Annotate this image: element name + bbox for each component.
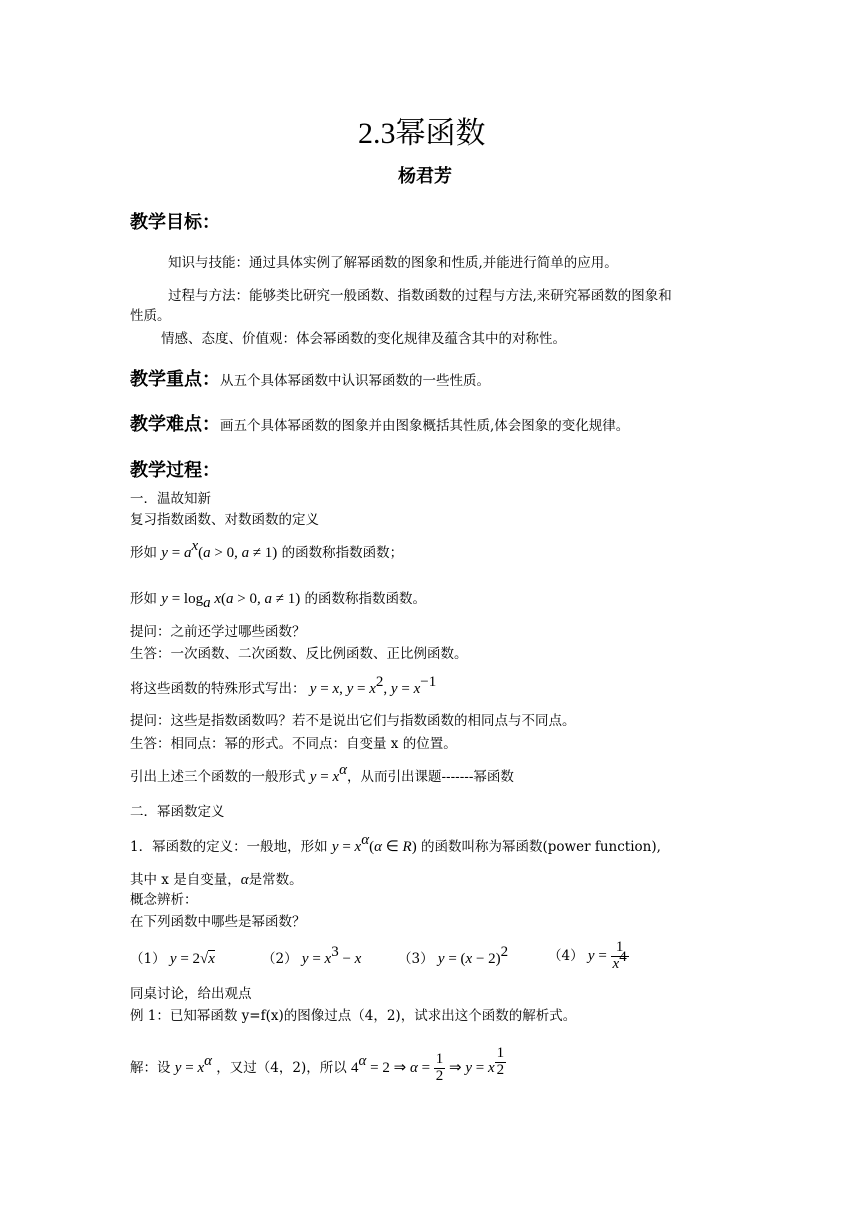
document-title: 2.3幂函数 <box>358 117 486 150</box>
lead-in: 引出上述三个函数的一般形式 $y = x^\alpha$，从而引出课题-------幂函数 <box>130 762 514 785</box>
option-4: （4） y = $\frac{1}{x^4}$ <box>548 939 627 972</box>
key-points <box>130 365 490 391</box>
question-1: 提问：之前还学过哪些函数？ <box>130 624 306 640</box>
solution: 解：设 $y = x^\alpha$ ，又过（4，2)，所以 $4^\alpha = 2$ ⇒ α = $\frac{1}{2}$ ⇒ y = x $^{\frac{1}{2}}$ <box>130 1045 505 1084</box>
option-1: （1） y = 2√x <box>130 951 215 967</box>
part2-title: 二．幂函数定义 <box>130 804 225 820</box>
exponential-formula: y <box>161 545 168 561</box>
objective-emotion: 情感、态度、价值观：体会幂函数的变化规律及蕴含其中的对称性。 <box>161 331 566 347</box>
logarithm-formula: y <box>161 591 168 607</box>
answer-2: 生答：相同点：幂的形式。不同点：自变量 x 的位置。 <box>130 736 457 752</box>
logarithm-definition: 形如 $y = \log_a x(a > 0$, a ≠ 1) 的函数称指数函数。 <box>130 591 427 611</box>
objectives-heading: 教学目标： <box>130 212 220 233</box>
example-1: 例 1：已知幂函数 y=f(x)的图像过点（4，2)，试求出这个函数的解析式。 <box>130 1008 577 1024</box>
objective-knowledge: 知识与技能：通过具体实例了解幂函数的图象和性质,并能进行简单的应用。 <box>168 255 618 271</box>
definition-formula: y <box>331 839 339 855</box>
difficulty-points <box>130 410 629 436</box>
special-forms-formula: y <box>309 681 317 697</box>
option-3: （3） $y = (x - 2)^2$ <box>398 944 509 967</box>
key-text: 从五个具体幂函数中认识幂函数的一些性质。 <box>220 373 490 389</box>
power-function-definition: 1．幂函数的定义：一般地，形如 $y = x^\alpha(\alpha$ ∈ R) 的函数叫称为幂函数(power function), <box>130 832 661 855</box>
author-name: 杨君芳 <box>398 166 452 187</box>
which-question: 在下列函数中哪些是幂函数？ <box>130 914 306 930</box>
objective-process-line2: 性质。 <box>130 308 171 324</box>
discuss: 同桌讨论，给出观点 <box>130 986 252 1002</box>
review-definition: 复习指数函数、对数函数的定义 <box>130 512 319 528</box>
definition-where: 其中 x 是自变量，α是常数。 <box>130 872 303 888</box>
part1-title: 一．温故知新 <box>130 491 211 507</box>
difficulty-heading: 教学难点： <box>130 414 220 435</box>
question-2: 提问：这些是指数函数吗？若不是说出它们与指数函数的相同点与不同点。 <box>130 713 576 729</box>
special-forms: 将这些函数的特殊形式写出： y = x, $y = x^2$, $y = x^{-1}$ <box>130 674 437 697</box>
exponential-definition: 形如 $y = a^x(a > 0$, a ≠ 1) 的函数称指数函数； <box>130 538 404 561</box>
general-form: y <box>309 769 317 785</box>
option-2: （2） $y = x^3 - x$ <box>262 944 362 967</box>
difficulty-text: 画五个具体幂函数的图象并由图象概括其性质,体会图象的变化规律。 <box>220 418 630 434</box>
key-heading: 教学重点： <box>130 369 220 390</box>
concept-label: 概念辨析： <box>130 892 198 908</box>
answer-1: 生答：一次函数、二次函数、反比例函数、正比例函数。 <box>130 646 468 662</box>
process-heading: 教学过程： <box>130 460 220 481</box>
objective-process-line1: 过程与方法：能够类比研究一般函数、指数函数的过程与方法,来研究幂函数的图象和 <box>168 288 672 304</box>
